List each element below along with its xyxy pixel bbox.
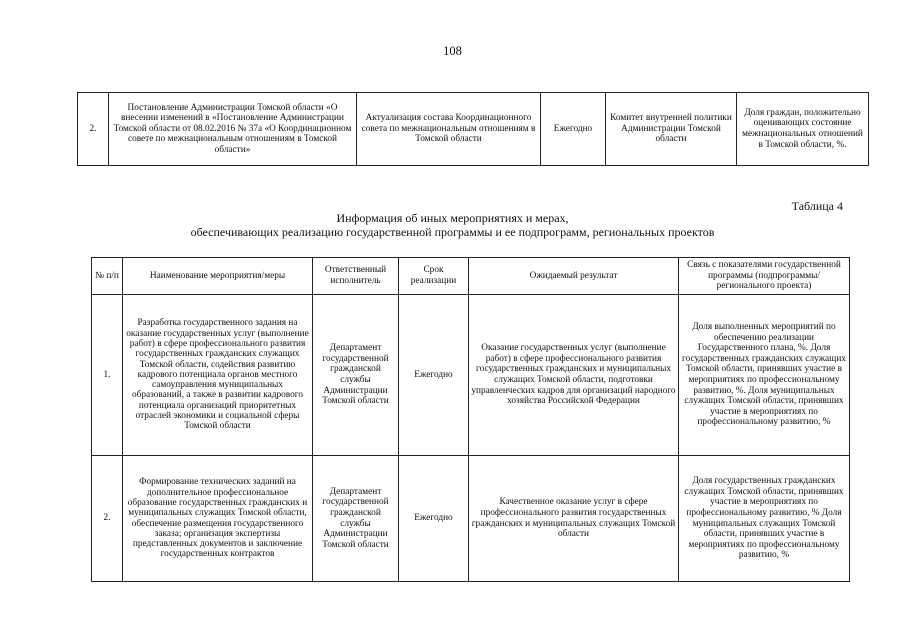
cell-period: Ежегодно (541, 93, 606, 166)
cell-indicator: Доля граждан, положительно оценивающих состояние межнациональных отношений в Томской области, %. (737, 93, 869, 166)
cell-num: 1. (92, 295, 123, 456)
cell-name: Формирование технических заданий на дополнительное профессиональное образование государственных гражданских и муниципальных служащих Томской области, обеспечение размещения государственного заказа; организация экспертизы представленных документов и заключение государственных контрактов (123, 456, 313, 582)
cell-result: Качественное оказание услуг в сфере профессионального развития государственных гражданских и муниципальных служащих Томской области (469, 456, 679, 582)
header-term: Срок реализации (399, 258, 469, 295)
cell-action: Актуализация состава Координационного совета по межнациональным отношениям в Томской области (357, 93, 541, 166)
cell-executor: Комитет внутренней политики Администрации Томской области (606, 93, 737, 166)
header-responsible: Ответственный исполнитель (313, 258, 399, 295)
header-num: № п/п (92, 258, 123, 295)
table-row (92, 295, 850, 456)
cell-responsible: Департамент государственной гражданской службы Администрации Томской области (313, 456, 399, 582)
table-row (78, 93, 869, 166)
cell-responsible: Департамент государственной гражданской службы Администрации Томской области (313, 295, 399, 456)
cell-link: Доля выполненных мероприятий по обеспечению реализации Государственного плана, %. Доля государственных гражданских служащих Томской области, принявших участие в мероприятиях по профессиональному развитию, %. Доля муниципальных служащих Томской области, принявших участие в мероприятиях по профессиональному развитию, % (679, 295, 850, 456)
table-title-line2: обеспечивающих реализацию государственной программы и ее подпрограмм, региональных проектов (190, 225, 715, 239)
cell-num: 2. (92, 456, 123, 582)
cell-term: Ежегодно (399, 295, 469, 456)
cell-term: Ежегодно (399, 456, 469, 582)
table-header-row (92, 258, 850, 295)
header-link: Связь с показателями государственной программы (подпрограммы/ регионального проекта) (679, 258, 850, 295)
table-title-line1: Информация об иных мероприятиях и мерах, (336, 211, 569, 225)
page-number: 108 (443, 44, 462, 58)
measures-table (91, 257, 850, 582)
cell-document: Постановление Администрации Томской области «О внесении изменений в «Постановление Администрации Томской области от 08.02.2016 № 37а «О Координационном совете по межнациональным отношениям в Томской области» (109, 93, 357, 166)
cell-link: Доля государственных гражданских служащих Томской области, принявших участие в мероприятиях по профессиональному развитию, % Доля муниципальных служащих Томской области, принявших участие в мероприятиях по профессиональному развитию, % (679, 456, 850, 582)
cell-num: 2. (78, 93, 109, 166)
table-row (92, 456, 850, 582)
header-result: Ожидаемый результат (469, 258, 679, 295)
cell-name: Разработка государственного задания на оказание государственных услуг (выполнение работ) в сфере профессионального развития государственных гражданских служащих Томской области, содействия развитию кадрового потенциала органов местного самоуправления муниципальных образований, а также в развитии кадрового потенциала организаций приоритетных отраслей экономики и социальной сферы Томской области (123, 295, 313, 456)
previous-table-continuation (77, 92, 869, 166)
header-name: Наименование мероприятия/меры (123, 258, 313, 295)
table-label: Таблица 4 (791, 199, 843, 213)
cell-result: Оказание государственных услуг (выполнение работ) в сфере профессионального развития государственных гражданских и муниципальных служащих Томской области, подготовки управленческих кадров для организаций народного хозяйства Российской Федерации (469, 295, 679, 456)
table-title (0, 211, 905, 239)
